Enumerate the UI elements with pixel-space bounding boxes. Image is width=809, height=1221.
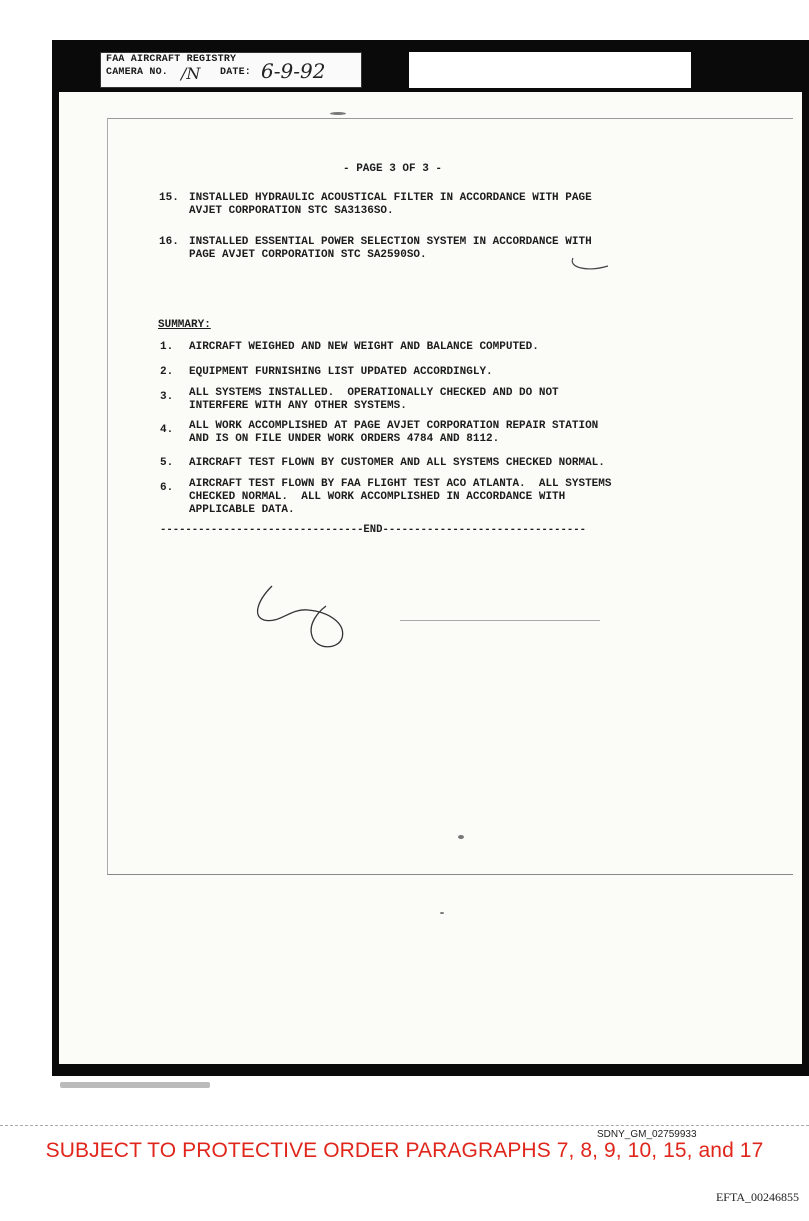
efta-number: EFTA_00246855 (715, 1190, 799, 1204)
protective-order-notice: SUBJECT TO PROTECTIVE ORDER PARAGRAPHS 7, 8, 9, 10, 15, and 17 (45, 1139, 764, 1162)
pen-marks (268, 198, 648, 278)
registry-stamp (100, 52, 362, 88)
item-text-line: AVJET CORPORATION STC SA3136SO. (189, 205, 394, 217)
scan-streak (400, 620, 600, 621)
summary-text-line: AIRCRAFT TEST FLOWN BY CUSTOMER AND ALL SYSTEMS CHECKED NORMAL. (189, 457, 605, 469)
summary-text-line: AND IS ON FILE UNDER WORK ORDERS 4784 AND 8112. (189, 433, 500, 445)
stamp-camera-label: CAMERA NO. (106, 67, 169, 78)
summary-text-line: APPLICABLE DATA. (189, 504, 295, 516)
summary-number: 4. (160, 424, 174, 436)
scan-speck (330, 112, 346, 115)
handwritten-scribble (250, 578, 360, 653)
page-header: - PAGE 3 OF 3 - (343, 163, 443, 175)
summary-text-line: INTERFERE WITH ANY OTHER SYSTEMS. (189, 400, 407, 412)
item-text-line: PAGE AVJET CORPORATION STC SA2590SO. (189, 249, 427, 261)
summary-text-line: AIRCRAFT WEIGHED AND NEW WEIGHT AND BALANCE COMPUTED. (189, 341, 539, 353)
stamp-registry: FAA AIRCRAFT REGISTRY (106, 54, 237, 65)
stamp-date-value: 6-9-92 (261, 59, 326, 83)
summary-number: 1. (160, 341, 174, 353)
summary-heading: SUMMARY: (158, 319, 211, 331)
item-number: 16. (159, 236, 179, 248)
summary-text-line: CHECKED NORMAL. ALL WORK ACCOMPLISHED IN ACCORDANCE WITH (189, 491, 566, 503)
summary-number: 3. (160, 391, 174, 403)
summary-number: 6. (160, 482, 174, 494)
summary-text-line: ALL SYSTEMS INSTALLED. OPERATIONALLY CHECKED AND DO NOT (189, 387, 559, 399)
end-marker: --------------------------------END-------------------------------- (160, 524, 586, 536)
item-text-line: INSTALLED ESSENTIAL POWER SELECTION SYSTEM IN ACCORDANCE WITH (189, 236, 592, 248)
summary-text-line: AIRCRAFT TEST FLOWN BY FAA FLIGHT TEST ACO ATLANTA. ALL SYSTEMS (189, 478, 612, 490)
summary-number: 5. (160, 457, 174, 469)
scan-speck (458, 835, 464, 839)
bottom-rule (0, 1125, 809, 1126)
scan-smudge (60, 1082, 210, 1088)
summary-text-line: EQUIPMENT FURNISHING LIST UPDATED ACCORDINGLY. (189, 366, 493, 378)
stamp-date-label: DATE: (220, 67, 252, 78)
summary-text-line: ALL WORK ACCOMPLISHED AT PAGE AVJET CORPORATION REPAIR STATION (189, 420, 599, 432)
bates-number: SDNY_GM_02759933 (597, 1129, 697, 1140)
item-number: 15. (159, 192, 179, 204)
item-text-line: INSTALLED HYDRAULIC ACOUSTICAL FILTER IN ACCORDANCE WITH PAGE (189, 192, 592, 204)
stamp-camera-value: /N (181, 64, 201, 83)
summary-number: 2. (160, 366, 174, 378)
blank-label-box (409, 52, 691, 88)
scan-speck (440, 912, 444, 914)
